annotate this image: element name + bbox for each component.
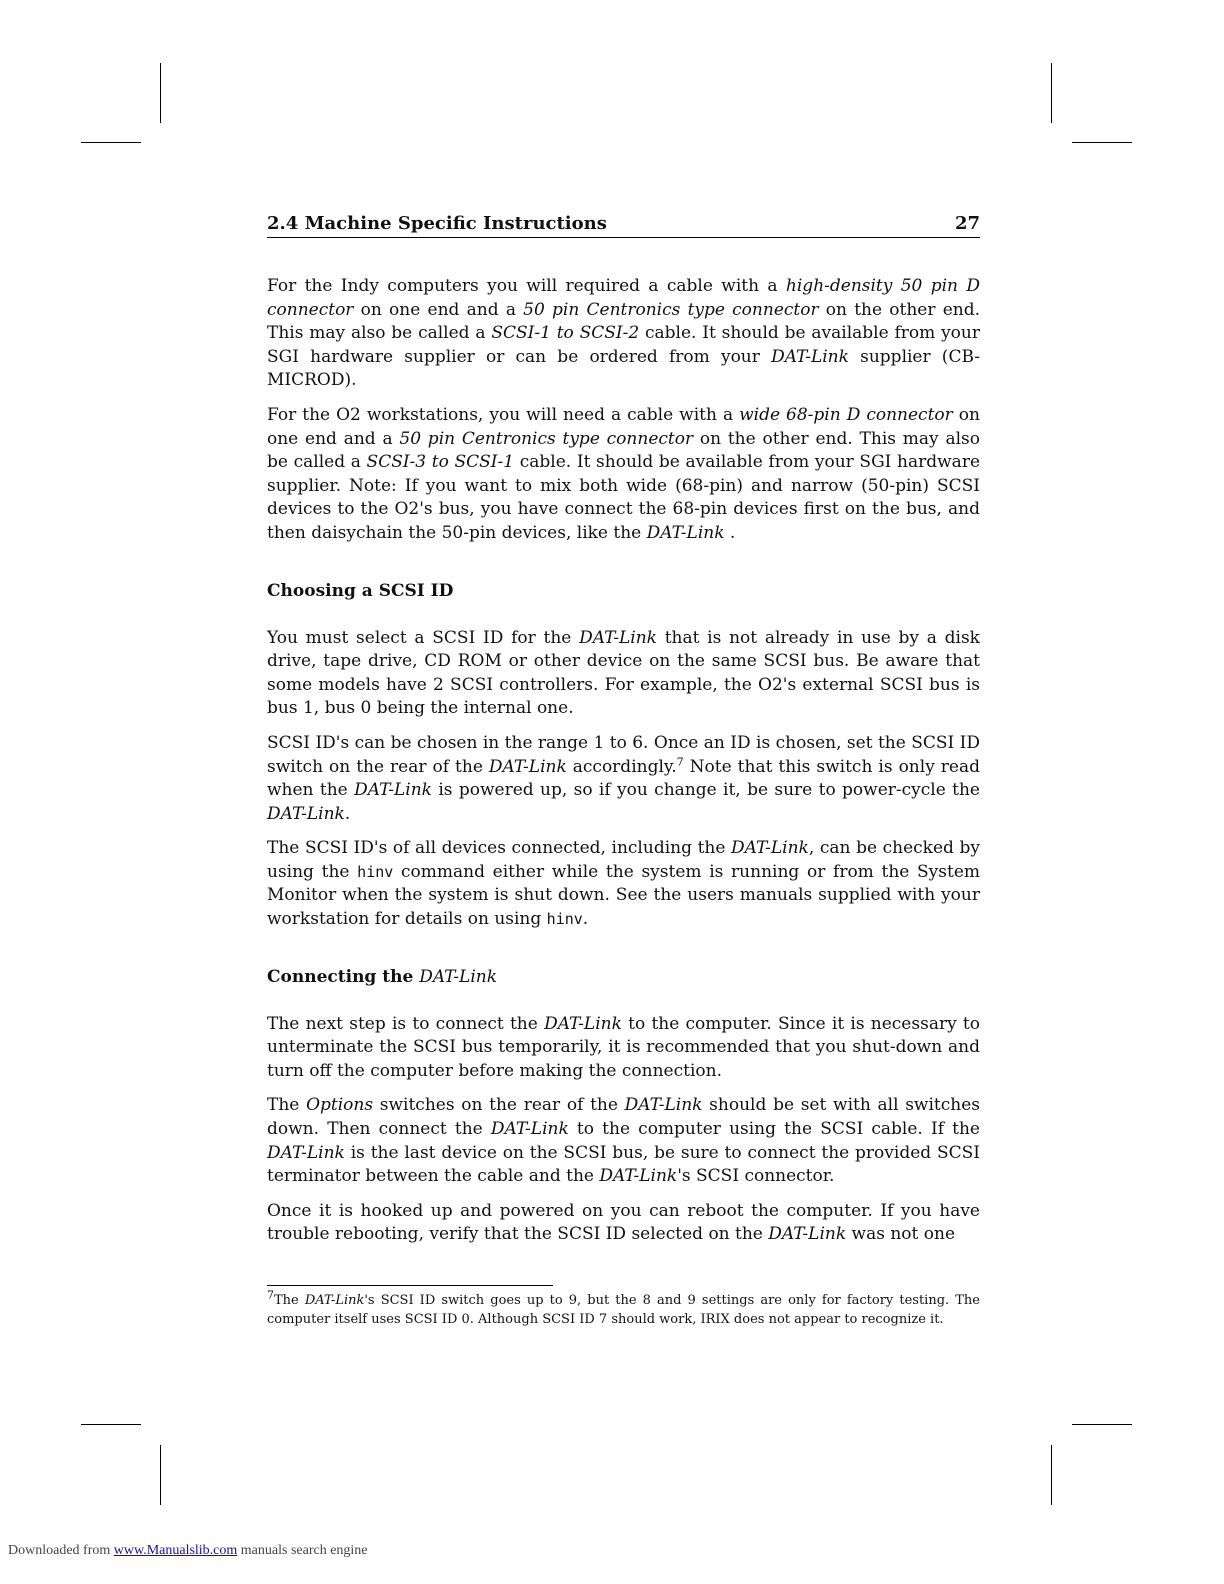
manualslib-link[interactable]: www.Manualslib.com bbox=[113, 1543, 238, 1558]
paragraph: For the Indy computers you will required a cable with a high-density 50 pin D connector on one end and a 50 pin Centronics type connector on the other end. This may also be called a SCSI-1 to SCSI-2 cable. It should be available from your SGI hardware supplier or can be ordered from your DAT-Link supplier (CB-MICROD). bbox=[267, 276, 981, 391]
crop-mark bbox=[81, 1424, 141, 1425]
paragraph: For the O2 workstations, you will need a cable with a wide 68-pin D connector on one end and a 50 pin Centronics type connector on the other end. This may also be called a SCSI-3 to SCSI-1 cable. It should be available from your SGI hardware supplier. Note: If you want to mix both wide (68-pin) and narrow (50-pin) SCSI devices to the O2's bus, you have connect the 68-pin devices first on the bus, and then daisychain the 50-pin devices, like the DAT-Link . bbox=[267, 404, 981, 543]
footnote-ref: 7 bbox=[676, 754, 684, 768]
footnote-rule bbox=[267, 1285, 553, 1286]
crop-mark bbox=[1051, 63, 1052, 123]
section-title: 2.4 Machine Specific Instructions bbox=[267, 213, 607, 234]
crop-mark bbox=[160, 63, 161, 123]
crop-mark bbox=[1072, 142, 1132, 143]
subsection-heading: Choosing a SCSI ID bbox=[267, 580, 454, 601]
crop-mark bbox=[160, 1445, 161, 1505]
footnote-marker: 7 bbox=[267, 1288, 274, 1302]
crop-mark bbox=[1072, 1424, 1132, 1425]
page-body bbox=[267, 275, 980, 1258]
paragraph: Once it is hooked up and powered on you can reboot the computer. If you have trouble rebooting, verify that the SCSI ID selected on the DAT-Link was not one bbox=[267, 1200, 980, 1245]
download-footer: Downloaded from www.Manualslib.com manuals search engine bbox=[8, 1543, 368, 1558]
footnote: $^7$The DAT-Link's SCSI ID switch goes up to 9, but the 8 and 9 settings are only for factory testing. The computer itself uses SCSI ID 0. Although SCSI ID 7 should work, IRIX does not appear to recognize it. bbox=[267, 1288, 980, 1327]
page-number: 27 bbox=[954, 213, 980, 234]
paragraph: The SCSI ID's of all devices connected, including the DAT-Link, can be checked by using the hinv command either while the system is running or from the System Monitor when the system is shut down. See the users manuals supplied with your workstation for details on using hinv. bbox=[267, 838, 981, 930]
crop-mark bbox=[81, 142, 141, 143]
paragraph: The next step is to connect the DAT-Link to the computer. Since it is necessary to unterminate the SCSI bus temporarily, it is recommended that you shut-down and turn off the computer before making the connection. bbox=[267, 1013, 980, 1081]
subsection-heading: Connecting the DAT-Link bbox=[267, 966, 498, 987]
paragraph: You must select a SCSI ID for the DAT-Link that is not already in use by a disk drive, tape drive, CD ROM or other device on the same SCSI bus. Be aware that some models have 2 SCSI controllers. For example, the O2's external SCSI bus is bus 1, bus 0 being the internal one. bbox=[267, 627, 980, 719]
code-command: hinv bbox=[357, 862, 394, 881]
running-header bbox=[267, 211, 980, 238]
paragraph: The Options switches on the rear of the DAT-Link should be set with all switches down. Then connect the DAT-Link to the computer using the SCSI cable. If the DAT-Link is the last device on the SCSI bus, be sure to connect the provided SCSI terminator between the cable and the DAT-Link's SCSI connector. bbox=[267, 1095, 981, 1187]
code-command: hinv bbox=[546, 910, 583, 929]
paragraph: SCSI ID's can be chosen in the range 1 to 6. Once an ID is chosen, set the SCSI ID switch on the rear of the DAT-Link accordingly.$^7$ Note that this switch is only read when the DAT-Link is powered up, so if you change it, be sure to power-cycle the DAT-Link. bbox=[267, 732, 981, 824]
crop-mark bbox=[1051, 1445, 1052, 1505]
